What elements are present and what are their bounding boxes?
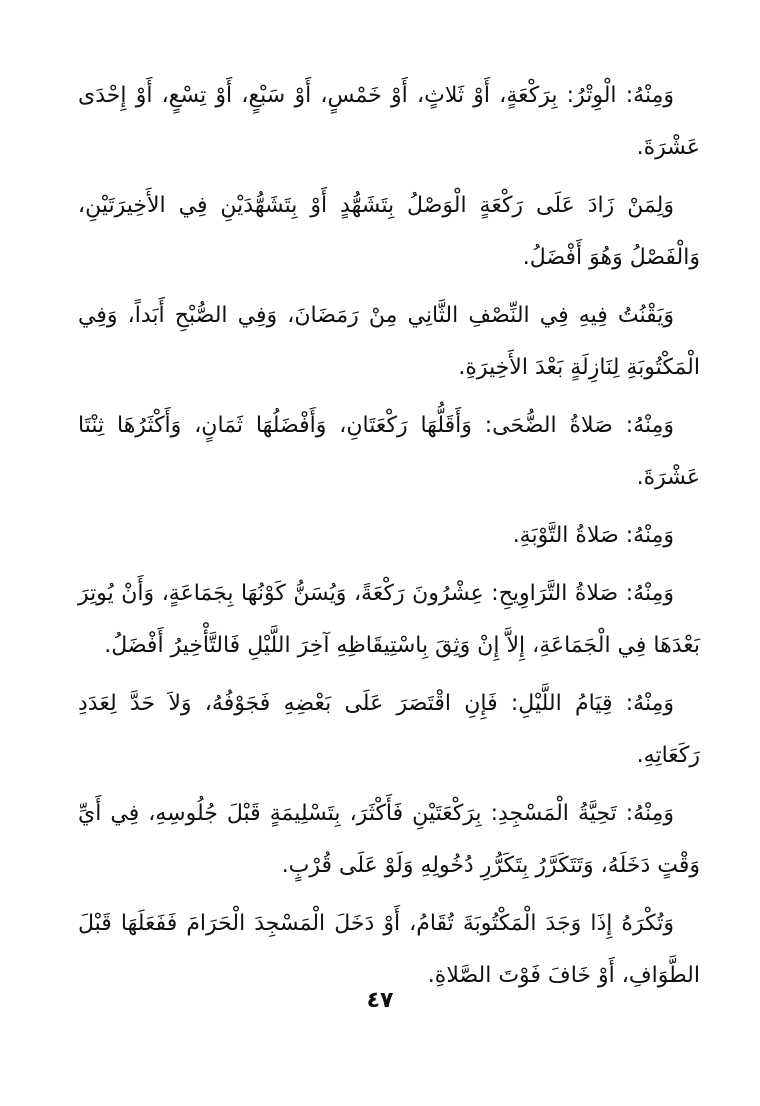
- page-text-body: [78, 70, 700, 1008]
- paragraph-tawbah: وَمِنْهُ: صَلاةُ التَّوْبَةِ.: [512, 523, 674, 548]
- paragraph-qiyam-al-layl: وَمِنْهُ: قِيَامُ اللَّيْلِ: فَإِنِ اقْتَصَرَ عَلَى بَعْضِهِ فَجَوْفُهُ، وَلاَ حَدَّ لِعَدَدِ رَكَعَاتِهِ.: [78, 691, 700, 768]
- paragraph-duha: وَمِنْهُ: صَلاةُ الضُّحَى: وَأَقَلُّهَا رَكْعَتَانِ، وَأَفْضَلُهَا ثَمَانٍ، وَأَكْثَرُهَا ثِنْتَا عَشْرَةَ.: [78, 413, 700, 490]
- paragraph-makruh-conditions: وَتُكْرَهُ إِذَا وَجَدَ الْمَكْتُوبَةَ تُقَامُ، أَوْ دَخَلَ الْمَسْجِدَ الْحَرَامَ فَفَعَلَهَا قَبْلَ الطَّوَافِ، أَوْ خَافَ فَوْتَ الصَّلاةِ.: [78, 911, 700, 988]
- paragraph-qunut: وَيَقْنُتُ فِيهِ فِي النِّصْفِ الثَّانِي مِنْ رَمَضَانَ، وَفِي الصُّبْحِ أَبَداً، وَفِي الْمَكْتُوبَةِ لِنَازِلَةٍ بَعْدَ الأَخِيرَةِ.: [78, 303, 700, 380]
- paragraph-wasl-fasl: وَلِمَنْ زَادَ عَلَى رَكْعَةٍ الْوَصْلُ بِتَشَهُّدٍ أَوْ بِتَشَهُّدَيْنِ فِي الأَخِيرَتَيْنِ، وَالْفَصْلُ وَهُوَ أَفْضَلُ.: [78, 193, 700, 270]
- paragraph-tahiyyat-al-masjid: وَمِنْهُ: تَحِيَّةُ الْمَسْجِدِ: بِرَكْعَتَيْنِ فَأَكْثَرَ، بِتَسْلِيمَةٍ قَبْلَ جُلُوسِهِ، فِي أَيِّ وَقْتٍ دَخَلَهُ، وَتَتَكَرَّرُ بِتَكَرُّرِ دُخُولِهِ وَلَوْ عَلَى قُرْبٍ.: [78, 801, 700, 878]
- paragraph-tarawih: وَمِنْهُ: صَلاةُ التَّرَاوِيحِ: عِشْرُونَ رَكْعَةً، وَيُسَنُّ كَوْنُهَا بِجَمَاعَةٍ، وَأَنْ يُوتِرَ بَعْدَهَا فِي الْجَمَاعَةِ، إِلاَّ إِنْ وَثِقَ بِاسْتِيقَاظِهِ آخِرَ اللَّيْلِ فَالتَّأْخِيرُ أَفْضَلُ.: [78, 581, 700, 658]
- paragraph-witr: وَمِنْهُ: الْوِتْرُ: بِرَكْعَةٍ، أَوْ ثَلاثٍ، أَوْ خَمْسٍ، أَوْ سَبْعٍ، أَوْ تِسْعٍ، أَوْ إِحْدَى عَشْرَةَ.: [78, 83, 700, 160]
- page-number: ٤٧: [366, 988, 394, 1013]
